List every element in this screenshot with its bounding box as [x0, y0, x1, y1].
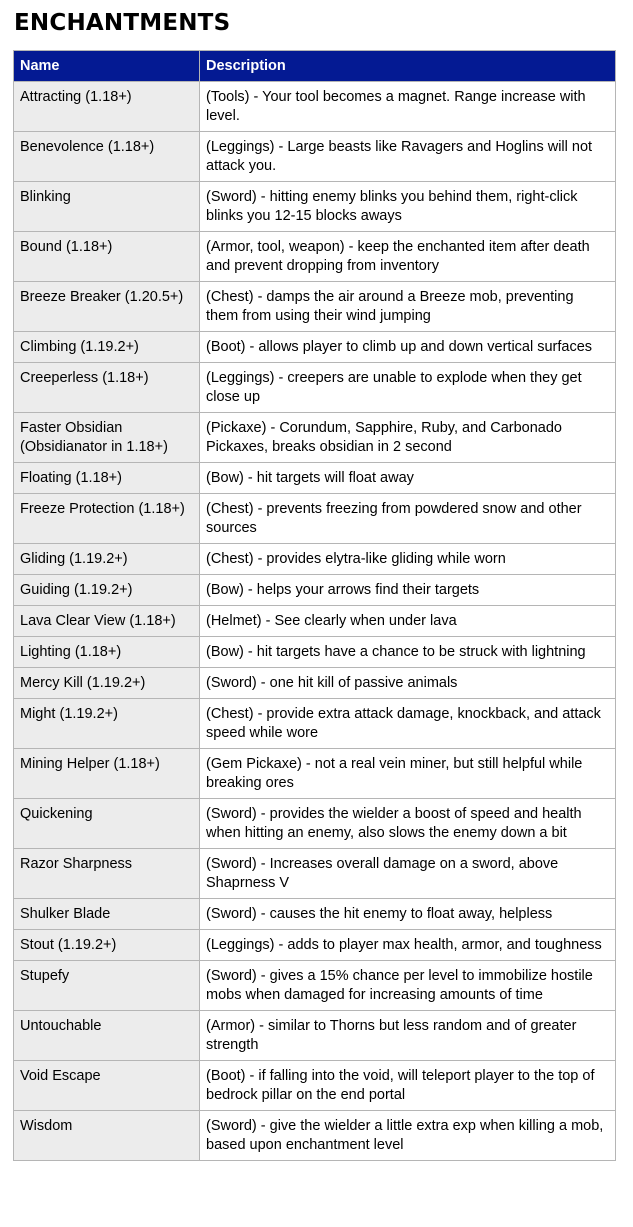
- enchantment-description: (Leggings) - Large beasts like Ravagers and Hoglins will not attack you.: [200, 132, 616, 182]
- enchantment-description: (Bow) - hit targets will float away: [200, 463, 616, 494]
- enchantment-description: (Boot) - allows player to climb up and down vertical surfaces: [200, 332, 616, 363]
- table-row: [14, 1111, 616, 1161]
- enchantment-description: (Sword) - give the wielder a little extra exp when killing a mob, based upon enchantment level: [200, 1111, 616, 1161]
- table-row: [14, 699, 616, 749]
- enchantment-name: Attracting (1.18+): [14, 82, 200, 132]
- enchantment-description: (Tools) - Your tool becomes a magnet. Range increase with level.: [200, 82, 616, 132]
- enchantment-description: (Chest) - damps the air around a Breeze mob, preventing them from using their wind jumping: [200, 282, 616, 332]
- enchantment-name: Breeze Breaker (1.20.5+): [14, 282, 200, 332]
- enchantment-name: Climbing (1.19.2+): [14, 332, 200, 363]
- table-row: [14, 799, 616, 849]
- enchantment-description: (Sword) - causes the hit enemy to float away, helpless: [200, 899, 616, 930]
- table-row: [14, 749, 616, 799]
- enchantment-description: (Helmet) - See clearly when under lava: [200, 606, 616, 637]
- enchantment-name: Stout (1.19.2+): [14, 930, 200, 961]
- enchantment-name: Lava Clear View (1.18+): [14, 606, 200, 637]
- table-row: [14, 332, 616, 363]
- enchantment-name: Razor Sharpness: [14, 849, 200, 899]
- enchantment-description: (Boot) - if falling into the void, will teleport player to the top of bedrock pillar on the end portal: [200, 1061, 616, 1111]
- enchantment-description: (Sword) - Increases overall damage on a sword, above Shaprness V: [200, 849, 616, 899]
- enchantment-name: Bound (1.18+): [14, 232, 200, 282]
- enchantment-name: Floating (1.18+): [14, 463, 200, 494]
- table-row: [14, 637, 616, 668]
- table-row: [14, 282, 616, 332]
- enchantment-name: Guiding (1.19.2+): [14, 575, 200, 606]
- enchantment-description: (Sword) - one hit kill of passive animals: [200, 668, 616, 699]
- enchantment-description: (Armor, tool, weapon) - keep the enchanted item after death and prevent dropping from inventory: [200, 232, 616, 282]
- table-header-row: [14, 51, 616, 82]
- enchantment-name: Untouchable: [14, 1011, 200, 1061]
- table-row: [14, 575, 616, 606]
- enchantment-name: Wisdom: [14, 1111, 200, 1161]
- table-row: [14, 899, 616, 930]
- enchantment-description: (Chest) - provide extra attack damage, knockback, and attack speed while wore: [200, 699, 616, 749]
- enchantment-description: (Leggings) - creepers are unable to explode when they get close up: [200, 363, 616, 413]
- table-row: [14, 668, 616, 699]
- enchantment-name: Void Escape: [14, 1061, 200, 1111]
- table-row: [14, 363, 616, 413]
- enchantment-description: (Gem Pickaxe) - not a real vein miner, but still helpful while breaking ores: [200, 749, 616, 799]
- enchantment-name: Shulker Blade: [14, 899, 200, 930]
- enchantment-description: (Chest) - provides elytra-like gliding while worn: [200, 544, 616, 575]
- column-header-description: Description: [200, 51, 616, 82]
- enchantment-name: Stupefy: [14, 961, 200, 1011]
- enchantment-name: Gliding (1.19.2+): [14, 544, 200, 575]
- enchantment-name: Benevolence (1.18+): [14, 132, 200, 182]
- table-row: [14, 82, 616, 132]
- table-row: [14, 494, 616, 544]
- table-row: [14, 1011, 616, 1061]
- enchantment-description: (Sword) - gives a 15% chance per level to immobilize hostile mobs when damaged for increasing amounts of time: [200, 961, 616, 1011]
- enchantment-description: (Bow) - hit targets have a chance to be struck with lightning: [200, 637, 616, 668]
- table-row: [14, 1061, 616, 1111]
- enchantment-name: Blinking: [14, 182, 200, 232]
- table-row: [14, 463, 616, 494]
- enchantment-description: (Leggings) - adds to player max health, armor, and toughness: [200, 930, 616, 961]
- enchantments-table: [13, 50, 616, 1161]
- table-row: [14, 961, 616, 1011]
- table-row: [14, 606, 616, 637]
- enchantment-name: Might (1.19.2+): [14, 699, 200, 749]
- enchantment-name: Quickening: [14, 799, 200, 849]
- enchantment-name: Creeperless (1.18+): [14, 363, 200, 413]
- table-row: [14, 413, 616, 463]
- enchantment-description: (Sword) - hitting enemy blinks you behind them, right-click blinks you 12-15 blocks aways: [200, 182, 616, 232]
- table-row: [14, 930, 616, 961]
- table-row: [14, 232, 616, 282]
- enchantment-description: (Bow) - helps your arrows find their targets: [200, 575, 616, 606]
- enchantment-name: Mercy Kill (1.19.2+): [14, 668, 200, 699]
- table-row: [14, 544, 616, 575]
- table-row: [14, 849, 616, 899]
- page-title: ENCHANTMENTS: [14, 10, 231, 36]
- table-row: [14, 132, 616, 182]
- enchantment-description: (Armor) - similar to Thorns but less random and of greater strength: [200, 1011, 616, 1061]
- table-body: [14, 82, 616, 1161]
- enchantment-name: Lighting (1.18+): [14, 637, 200, 668]
- enchantment-name: Freeze Protection (1.18+): [14, 494, 200, 544]
- table-row: [14, 182, 616, 232]
- column-header-name: Name: [14, 51, 200, 82]
- enchantment-description: (Sword) - provides the wielder a boost of speed and health when hitting an enemy, also slows the enemy down a bit: [200, 799, 616, 849]
- enchantment-description: (Chest) - prevents freezing from powdered snow and other sources: [200, 494, 616, 544]
- enchantment-name: Faster Obsidian (Obsidianator in 1.18+): [14, 413, 200, 463]
- enchantment-name: Mining Helper (1.18+): [14, 749, 200, 799]
- enchantment-description: (Pickaxe) - Corundum, Sapphire, Ruby, and Carbonado Pickaxes, breaks obsidian in 2 second: [200, 413, 616, 463]
